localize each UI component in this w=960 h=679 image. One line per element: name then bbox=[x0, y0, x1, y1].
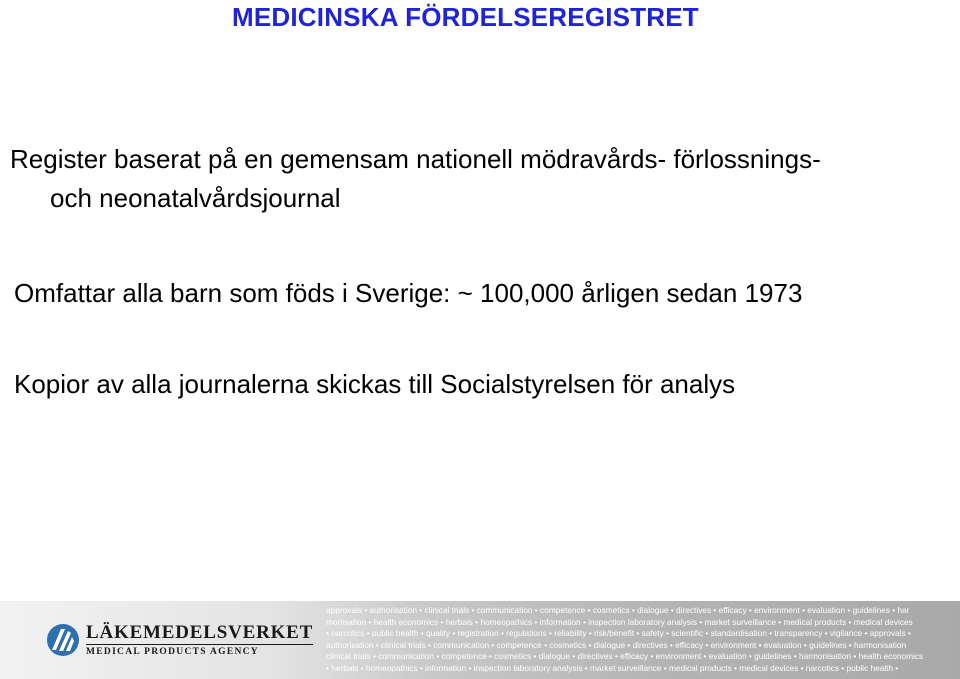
slide-title: MEDICINSKA FÖRDELSEREGISTRET bbox=[232, 2, 699, 32]
keyword-block bbox=[326, 605, 958, 675]
keyword-line: • herbals • homeopathics • information • inspection laboratory analysis • market surveillance • medical products • medical devices • narcotics • public health • bbox=[326, 662, 899, 673]
keyword-line: authorisation • clinical trials • communication • competence • cosmetics • dialogue • directives • efficacy • environment • evaluation • guidelines • harmonisation bbox=[326, 639, 907, 650]
body-line-coverage: Omfattar alla barn som föds i Sverige: ~ 100,000 årligen sedan 1973 bbox=[14, 278, 803, 308]
keyword-line: • narcotics • public health • quality • registration • regulations • reliability • risk/benefit • safety • scientific • standardisation • transparency • vigilance • approvals • bbox=[326, 628, 911, 639]
agency-emblem-icon bbox=[46, 623, 80, 657]
body-line-copies: Kopior av alla journalerna skickas till Socialstyrelsen för analys bbox=[14, 369, 736, 399]
agency-name: LÄKEMEDELSVERKET bbox=[86, 621, 314, 643]
body-line-register: Register baserat på en gemensam nationell mödravårds- förlossnings- bbox=[10, 144, 821, 174]
keyword-line: clinical trials • communication • competence • cosmetics • dialogue • directives • efficacy • environment • evaluation • guidelines • harmonisation • health economics bbox=[326, 651, 924, 662]
keyword-line: monisation • health economics • herbals • homeopathics • information • inspection laboratory analysis • market surveillance • medical products • medical devices bbox=[326, 616, 913, 627]
keyword-line: approvals • authorisation • clinical trials • communication • competence • cosmetics • dialogue • directives • efficacy • environment • evaluation • guidelines • har bbox=[326, 605, 910, 615]
agency-logo bbox=[46, 622, 313, 658]
body-line-register-continued: och neonatalvårdsjournal bbox=[50, 183, 341, 213]
agency-subtitle: MEDICAL PRODUCTS AGENCY bbox=[86, 646, 259, 657]
agency-logo-text bbox=[86, 623, 313, 658]
